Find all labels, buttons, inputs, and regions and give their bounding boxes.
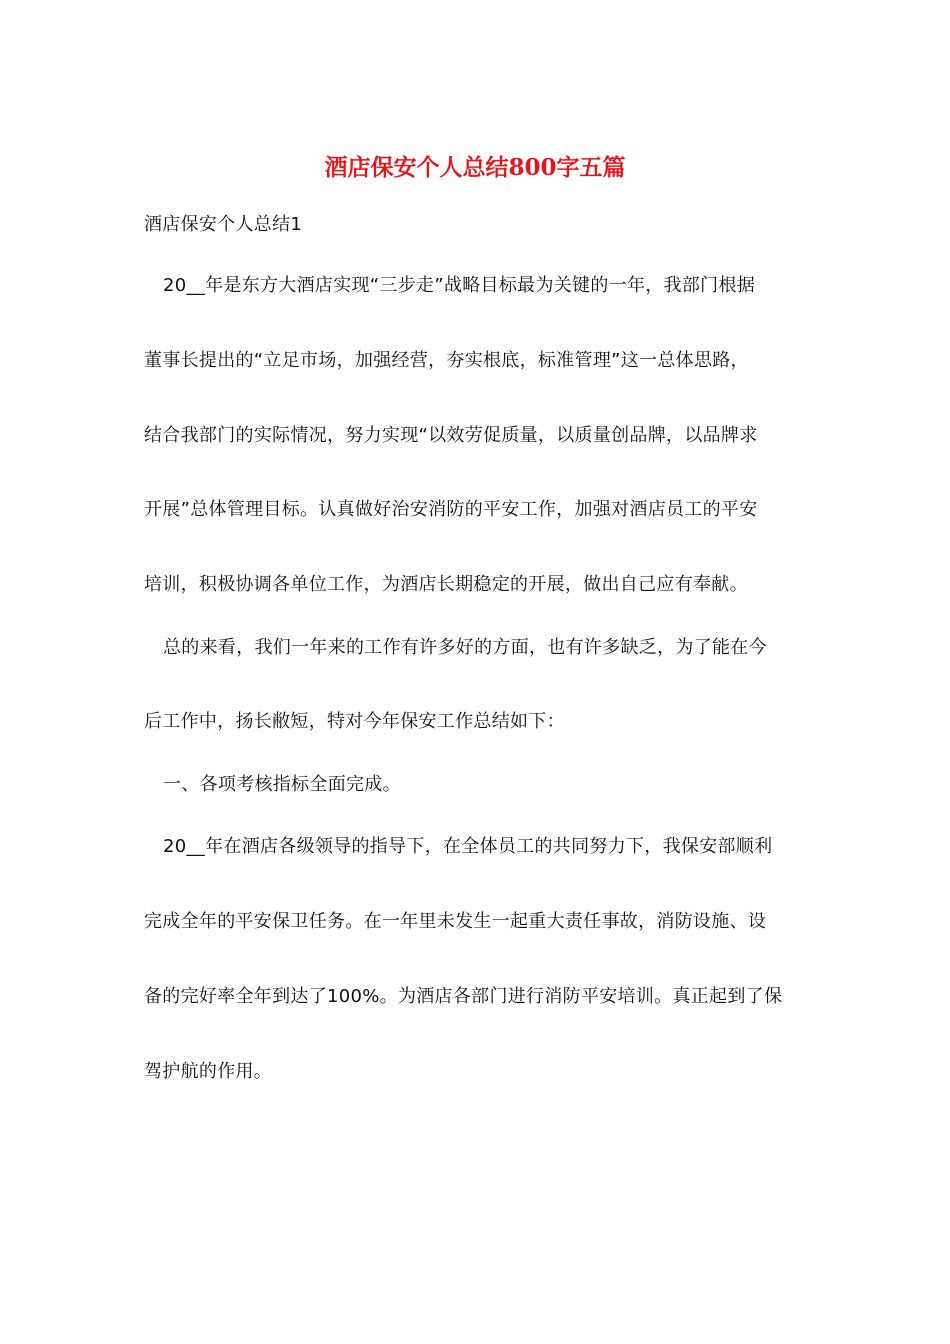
paragraph-1-line-2: 董事长提出的“立足市场，加强经营，夯实根底，标准管理”这一总体思路， [144, 350, 749, 371]
section-heading: 酒店保安个人总结1 [144, 214, 303, 235]
document-title: 酒店保安个人总结800字五篇 [324, 154, 626, 181]
subheading-1: 一、各项考核指标全面完成。 [163, 774, 401, 795]
paragraph-1-line-3: 结合我部门的实际情况，努力实现“以效劳促质量，以质量创品牌，以品牌求 [144, 425, 758, 446]
paragraph-3-line-1: 20__年在酒店各级领导的指导下，在全体员工的共同努力下，我保安部顺利 [163, 836, 773, 857]
paragraph-1-line-1: 20__年是东方大酒店实现“三步走”战略目标最为关键的一年，我部门根据 [163, 275, 756, 296]
paragraph-3-line-4: 驾护航的作用。 [144, 1061, 273, 1082]
paragraph-3-line-2: 完成全年的平安保卫任务。在一年里未发生一起重大责任事故，消防设施、设 [144, 911, 767, 932]
paragraph-1-line-4: 开展”总体管理目标。认真做好治安消防的平安工作，加强对酒店员工的平安 [144, 499, 758, 520]
paragraph-2-line-2: 后工作中，扬长敝短，特对今年保安工作总结如下： [144, 711, 565, 732]
paragraph-2-line-1: 总的来看，我们一年来的工作有许多好的方面，也有许多缺乏，为了能在今 [163, 637, 767, 658]
paragraph-1-line-5: 培训，积极协调各单位工作，为酒店长期稳定的开展，做出自己应有奉献。 [144, 574, 748, 595]
paragraph-3-line-3: 备的完好率全年到达了100%。为酒店各部门进行消防平安培训。真正起到了保 [144, 986, 783, 1007]
